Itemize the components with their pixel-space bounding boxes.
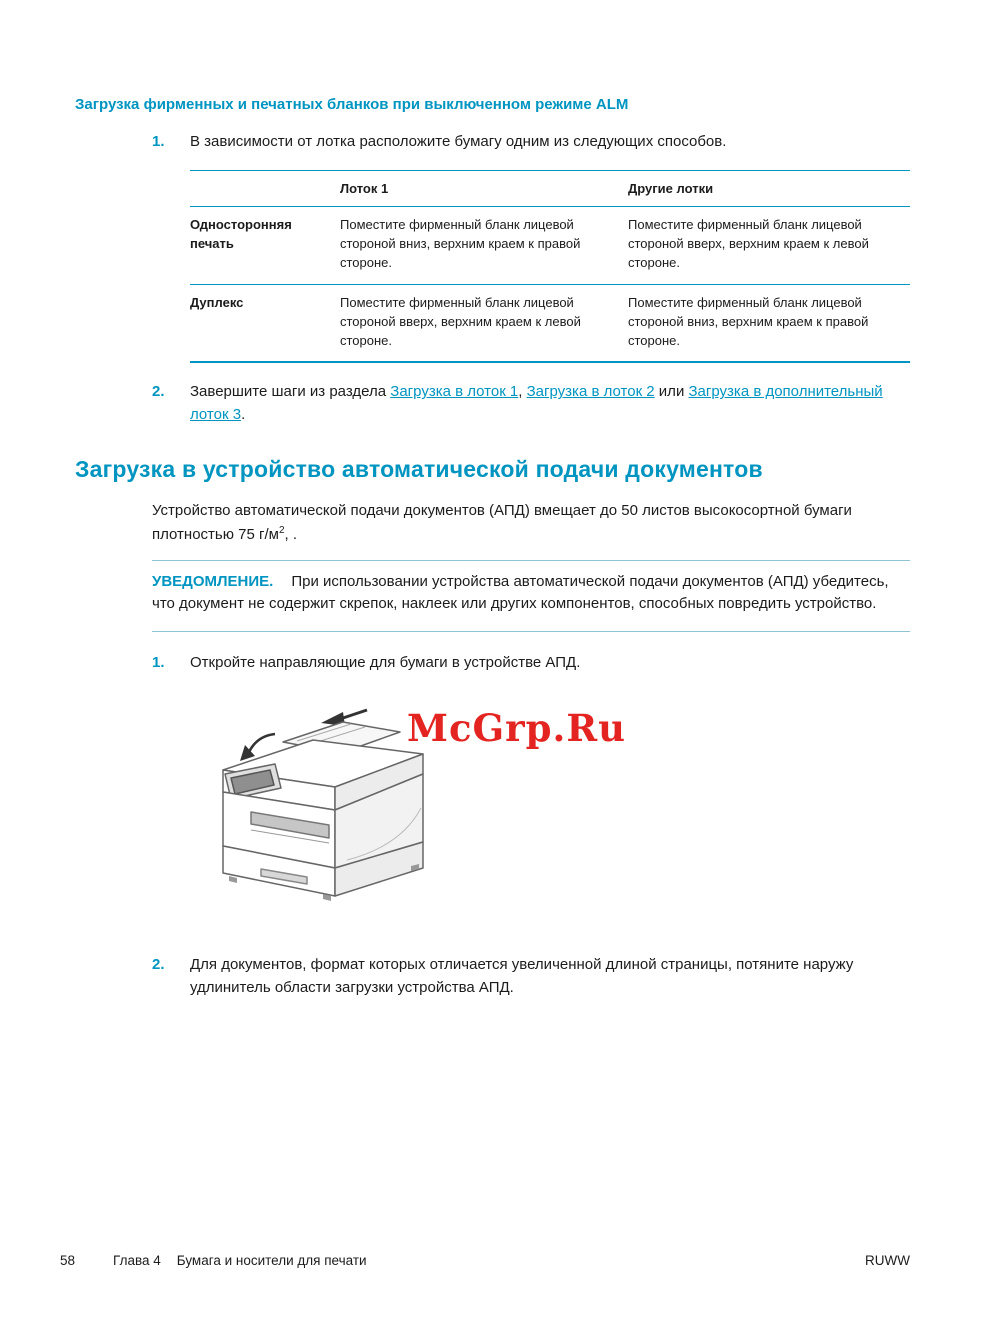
section-heading-alm: Загрузка фирменных и печатных бланков при выключенном режиме ALM: [75, 96, 629, 113]
row-cell-tray1: Поместите фирменный бланк лицевой стороной вверх, верхним краем к левой стороне.: [340, 294, 581, 348]
row-cell-other: Поместите фирменный бланк лицевой стороной вниз, верхним краем к правой стороне.: [628, 294, 869, 348]
row-cell-other: Поместите фирменный бланк лицевой стороной вверх, верхним краем к левой стороне.: [628, 207, 910, 285]
table-row: [190, 284, 910, 362]
row-cell-tray1: Поместите фирменный бланк лицевой стороной вниз, верхним краем к правой стороне.: [340, 207, 628, 285]
table-header-other: Другие лотки: [628, 170, 910, 207]
step2-separator: ,: [518, 383, 527, 401]
step-number: 1.: [152, 653, 165, 671]
alm-step-1: [152, 131, 910, 154]
link-load-tray2[interactable]: Загрузка в лоток 2: [526, 383, 655, 401]
step-text: Откройте направляющие для бумаги в устройстве АПД.: [190, 653, 581, 671]
alm-step-2: [152, 381, 910, 426]
adf-intro-paragraph: [152, 499, 910, 546]
row-label: Дуплекс: [190, 294, 244, 310]
step2-prefix: Завершите шаги из раздела: [190, 383, 391, 401]
row-label: Односторонняя печать: [190, 207, 340, 285]
table-header-row: [190, 170, 910, 207]
section-heading-adf: Загрузка в устройство автоматической подачи документов: [75, 456, 763, 483]
table-header-empty: [190, 170, 340, 207]
adf-step-2: [152, 954, 910, 999]
footer-page-number: 58: [60, 1253, 76, 1268]
footer-ruww: RUWW: [865, 1253, 910, 1268]
step-text: [190, 381, 910, 426]
step2-separator: или: [654, 383, 689, 401]
step-text: Для документов, формат которых отличается увеличенной длиной страницы, потяните наружу удлинитель области загрузки устройства АПД.: [190, 956, 854, 996]
link-load-optional-tray3[interactable]: Загрузка в дополнительный лоток 3: [190, 383, 883, 423]
step-number: 2.: [152, 956, 165, 974]
step-number: 2.: [152, 383, 165, 401]
table-row: [190, 207, 910, 285]
step-number: 1.: [152, 133, 165, 150]
notice-text: При использовании устройства автоматической подачи документов (АПД) убедитесь, что документ не содержит скрепок, наклеек или других компонентов, способных повредить устройство.: [152, 572, 889, 613]
intro-tail: , .: [284, 525, 298, 543]
intro-text: Устройство автоматической подачи документов (АПД) вмещает до 50 листов высокосортной бумаги плотностью 75 г/м: [152, 502, 852, 543]
page-footer: [60, 1253, 910, 1268]
link-load-tray1[interactable]: Загрузка в лоток 1: [390, 383, 519, 401]
watermark-text: McGrp.Ru: [407, 706, 626, 751]
step-text: В зависимости от лотка расположите бумагу одним из следующих способов.: [190, 133, 727, 150]
notice-block: [152, 560, 910, 632]
notice-label: УВЕДОМЛЕНИЕ.: [152, 572, 274, 590]
step2-suffix: .: [241, 405, 246, 423]
printer-figure: [195, 690, 835, 928]
table-header-tray1: Лоток 1: [340, 170, 628, 207]
adf-step-1: [152, 652, 910, 675]
footer-chapter-title: Бумага и носители для печати: [176, 1253, 367, 1268]
letterhead-table: [190, 170, 910, 364]
footer-chapter: Глава 4: [113, 1253, 161, 1268]
intro-superscript: 2: [278, 524, 285, 536]
